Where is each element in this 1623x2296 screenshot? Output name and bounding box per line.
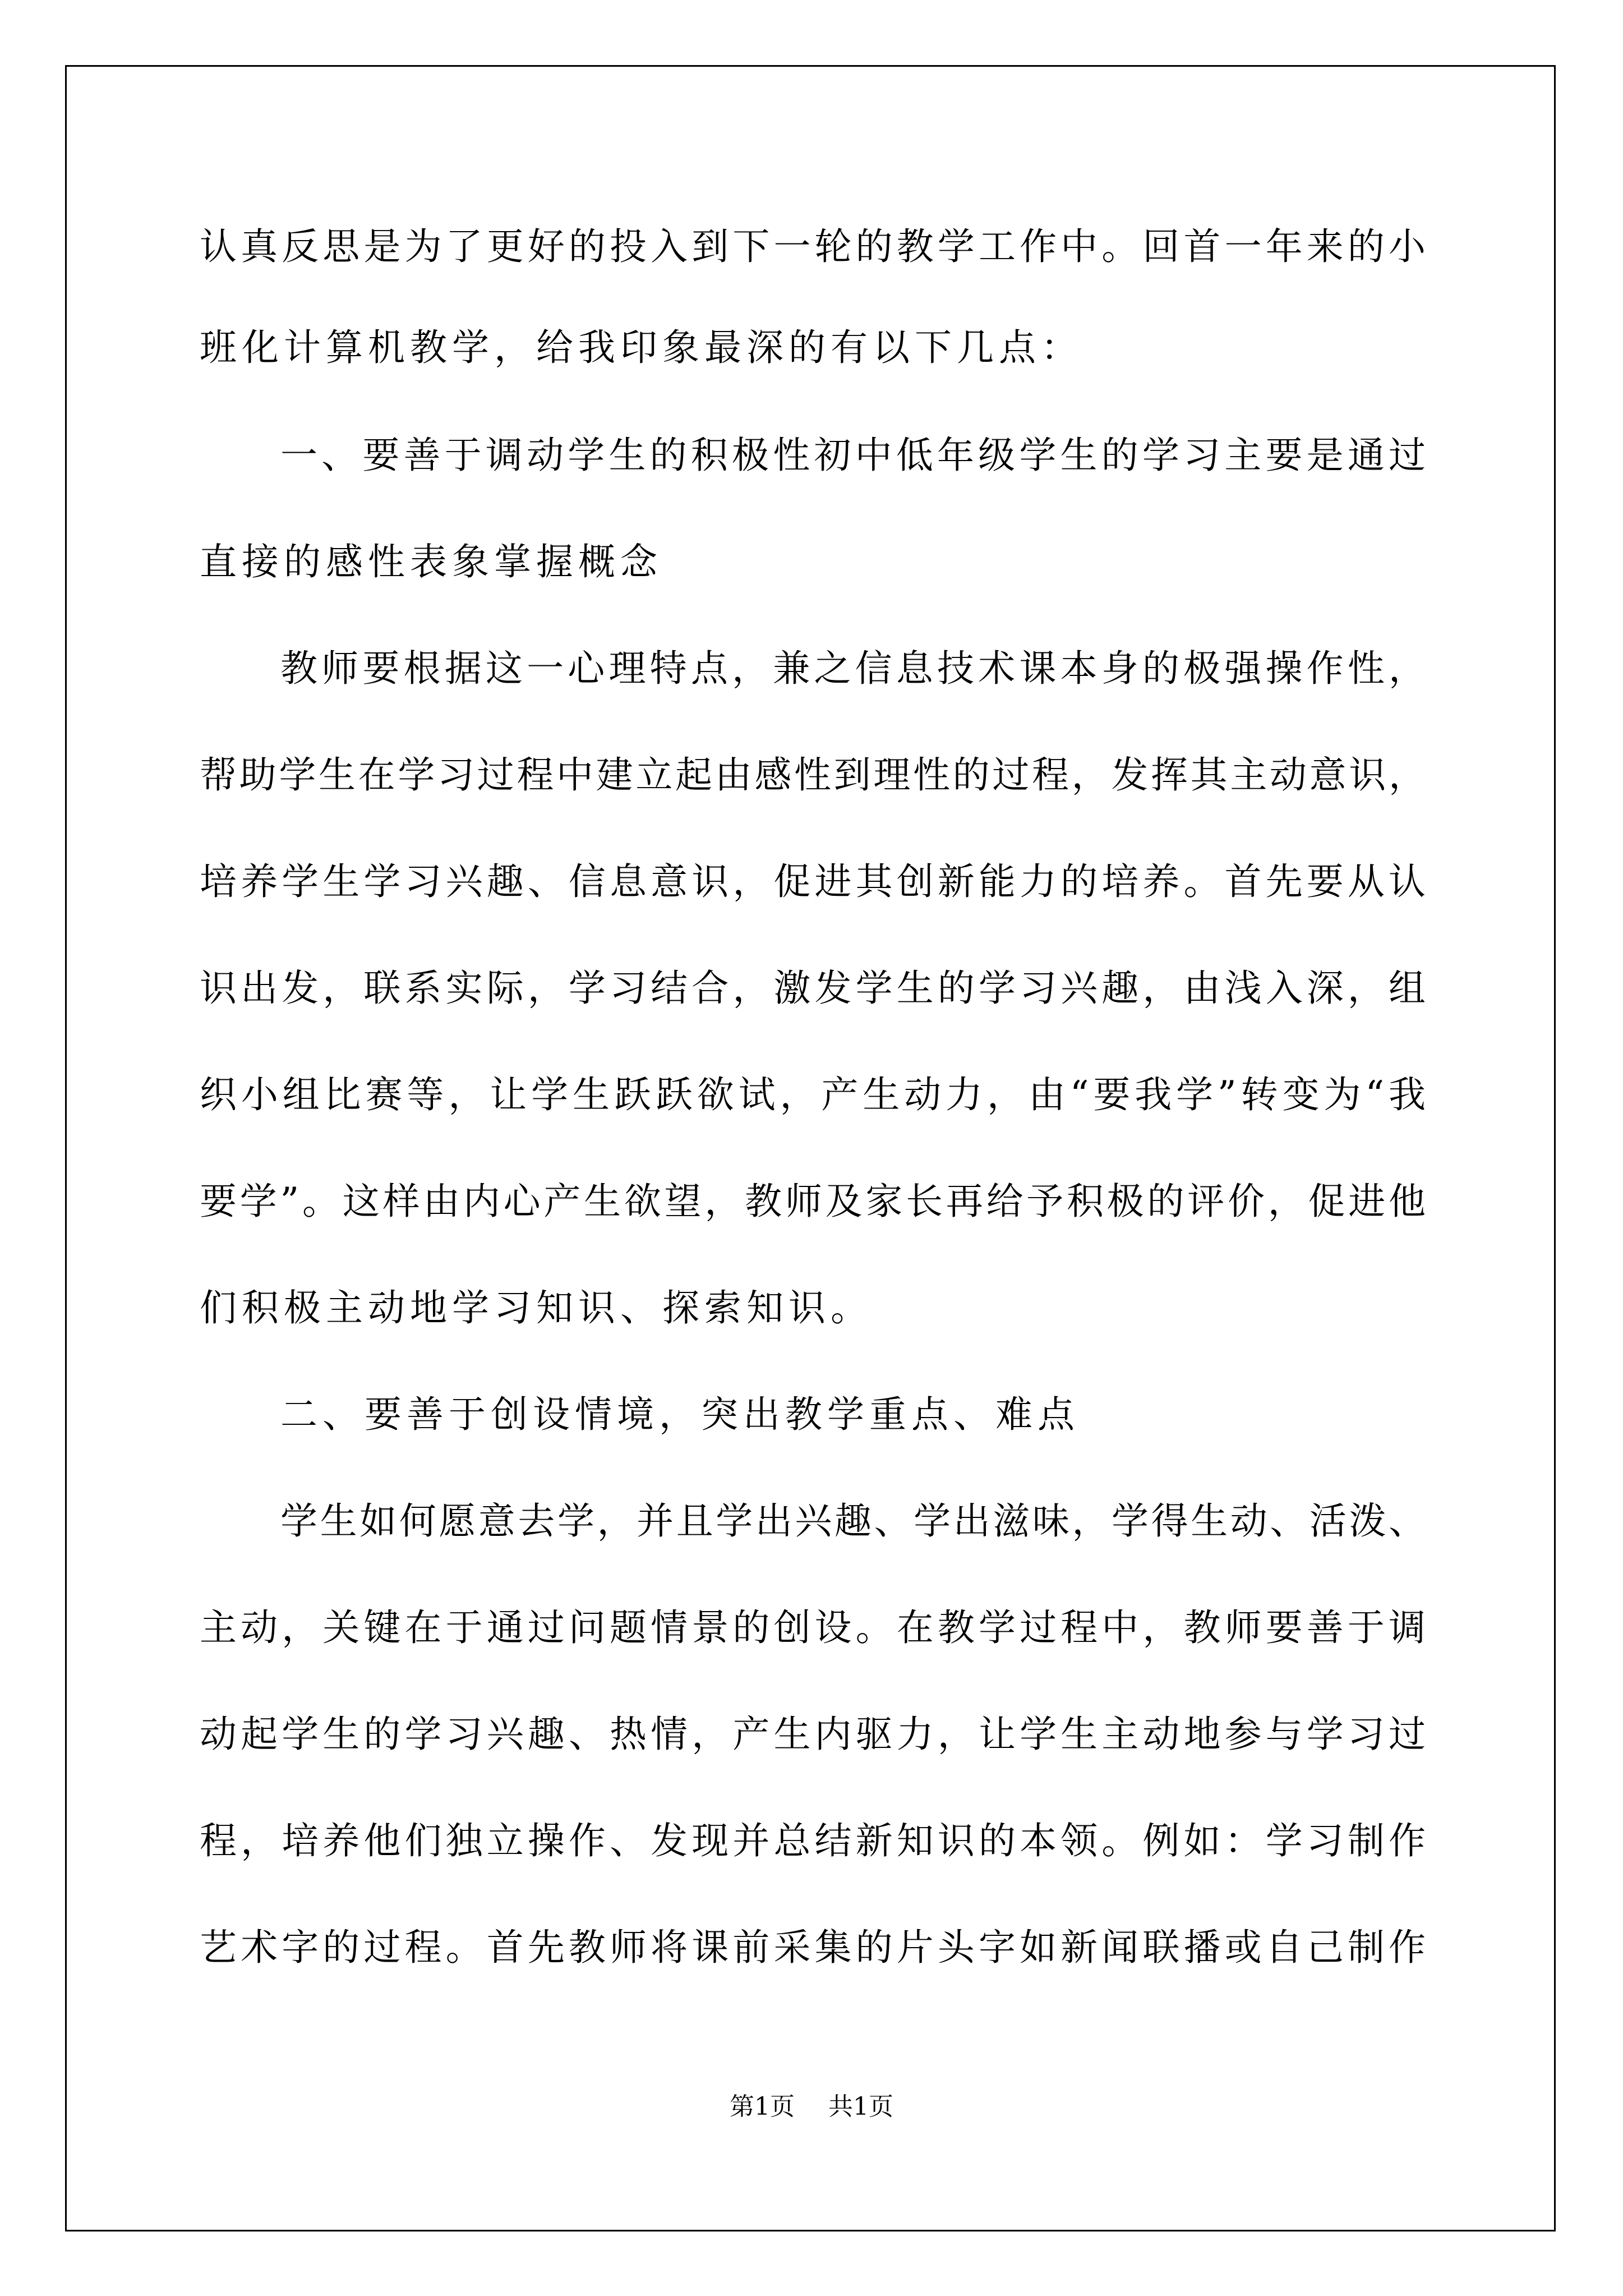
text-line: 艺术字的过程。首先教师将课前采集的片头字如新闻联播或自己制作: [200, 1926, 1426, 1969]
text-line: 们积极主动地学习知识、探索知识。: [200, 1286, 873, 1329]
text-line: 帮助学生在学习过程中建立起由感性到理性的过程，发挥其主动意识，: [200, 753, 1426, 797]
text-line: 二、要善于创设情境，突出教学重点、难点: [280, 1393, 1080, 1436]
text-line: 程，培养他们独立操作、发现并总结新知识的本领。例如：学习制作: [200, 1819, 1426, 1862]
page-border: [65, 65, 1556, 2231]
text-line: 培养学生学习兴趣、信息意识，促进其创新能力的培养。首先要从认: [200, 860, 1426, 903]
text-line: 认真反思是为了更好的投入到下一轮的教学工作中。回首一年来的小: [200, 225, 1426, 268]
text-line: 主动，关键在于通过问题情景的创设。在教学过程中，教师要善于调: [200, 1606, 1426, 1649]
text-line: 直接的感性表象掌握概念: [200, 540, 662, 583]
page-footer: [0, 2090, 1623, 2124]
text-line: 班化计算机教学，给我印象最深的有以下几点：: [200, 326, 1083, 369]
text-line: 识出发，联系实际，学习结合，激发学生的学习兴趣，由浅入深，组: [200, 967, 1426, 1010]
text-line: 织小组比赛等，让学生跃跃欲试，产生动力，由“要我学”转变为“我: [200, 1073, 1426, 1116]
page-number-total: 共1页: [828, 2092, 893, 2121]
text-line: 动起学生的学习兴趣、热情，产生内驱力，让学生主动地参与学习过: [200, 1713, 1426, 1756]
text-line: 学生如何愿意去学，并且学出兴趣、学出滋味，学得生动、活泼、: [280, 1499, 1426, 1543]
page-number-current: 第1页: [730, 2092, 795, 2121]
text-line: 要学”。这样由内心产生欲望，教师及家长再给予积极的评价，促进他: [200, 1180, 1426, 1223]
text-line: 教师要根据这一心理特点，兼之信息技术课本身的极强操作性，: [280, 647, 1426, 690]
text-line: 一、要善于调动学生的积极性初中低年级学生的学习主要是通过: [280, 434, 1426, 477]
